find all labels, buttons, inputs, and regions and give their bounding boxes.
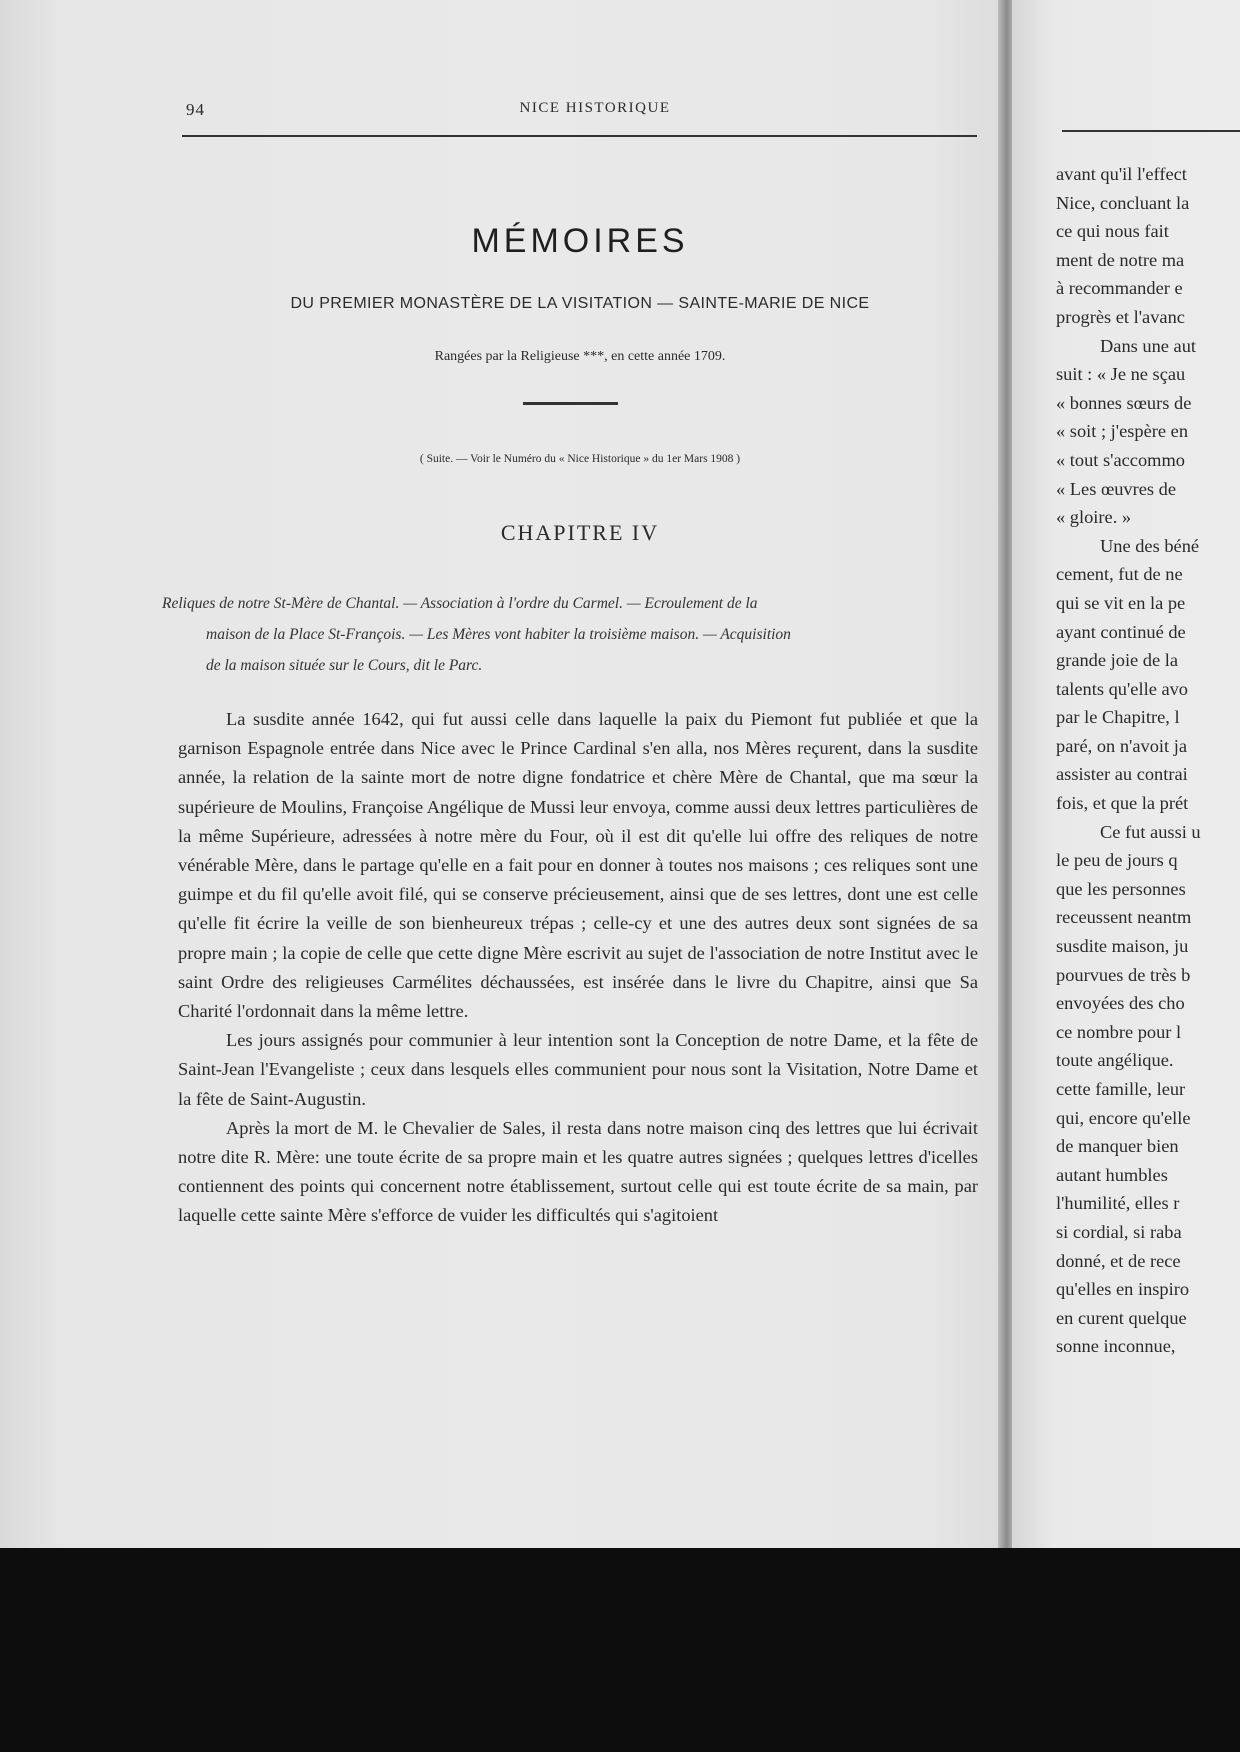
- text-line: talents qu'elle avo: [1056, 678, 1189, 699]
- text-line: « tout s'accommo: [1056, 449, 1185, 470]
- text-line: pourvues de très b: [1056, 964, 1191, 985]
- header-rule: [182, 135, 977, 137]
- text-line: Une des béné: [1100, 535, 1200, 556]
- scanner-background: [0, 1548, 1240, 1752]
- paragraph: La susdite année 1642, qui fut aussi celle dans laquelle la paix du Piemont fut publiée et que la garnison Espagnole entrée dans Nice avec le Prince Cardinal s'en alla, nos Mères reçurent, dans la susdite année, la relation de la sainte mort de notre digne fondatrice et chère Mère de Chantal, que ma sœur la supérieure de Moulins, Françoise Angélique de Mussi leur envoya, comme aussi deux lettres particulières de la même Supérieure, adressées à notre mère du Four, où il est dit qu'elle lui offre des reliques de notre vénérable Mère, dans le partage qu'elle en a fait pour en donner à toutes nos maisons ; ces reliques sont une guimpe et du fil qu'elle avoit filé, qui se conserve précieusement, ainsi que de ses lettres, dont une est celle qu'elle fit écrire la veille de son bienheureux trépas ; celle-cy et une des autres deux sont signées de sa propre main ; la copie de celle que cette digne Mère escrivit au sujet de l'association de notre Institut avec le saint Ordre des religieuses Carmélites déchaussées, est insérée dans le livre du Chapitre, ainsi que Sa Charité l'ordonnait dans la même lettre.: [178, 709, 978, 1022]
- arranged-by-line: Rangées par la Religieuse ***, en cette année 1709.: [434, 349, 726, 364]
- text-line: avant qu'il l'effect: [1056, 164, 1187, 184]
- text-line: fois, et que la prét: [1056, 793, 1189, 814]
- text-line: receussent neantm: [1056, 907, 1192, 928]
- continuation-note: ( Suite. — Voir le Numéro du « Nice Historique » du 1er Mars 1908 ): [419, 453, 741, 465]
- right-page: [1012, 0, 1240, 1548]
- paragraph: Après la mort de M. le Chevalier de Sales, il resta dans notre maison cinq des lettres que lui écrivait notre dite R. Mère: une toute écrite de sa propre main et les quatre autres signées ; quelques lettres d'icelles contiennent des points qui concernent notre établissement, surtout celle qui est toute écrite de sa main, par laquelle cette sainte Mère s'efforce de vuider les difficultés qui s'agitoient: [178, 1117, 978, 1226]
- article-title: MÉMOIRES: [471, 222, 689, 260]
- body-text: [178, 705, 978, 1231]
- page-number: 94: [186, 100, 205, 119]
- running-title: NICE HISTORIQUE: [519, 100, 671, 116]
- text-line: « Les œuvres de: [1056, 478, 1177, 499]
- section-divider: [523, 402, 618, 405]
- paragraph: Les jours assignés pour communier à leur intention sont la Conception de notre Dame, et la fête de Saint-Jean l'Evangeliste ; ceux dans lesquels elles communient pour nous sont la Visitation, Notre Dame et la fête de Saint-Augustin.: [178, 1030, 978, 1109]
- text-line: ce nombre pour l: [1056, 1021, 1182, 1042]
- text-line: susdite maison, ju: [1056, 936, 1189, 957]
- article-subtitle: DU PREMIER MONASTÈRE DE LA VISITATION — SAINTE-MARIE DE NICE: [290, 295, 870, 312]
- text-line: « bonnes sœurs de: [1056, 392, 1192, 413]
- text-line: Ce fut aussi u: [1100, 821, 1201, 842]
- header-rule: [1062, 130, 1240, 132]
- text-line: Nice, concluant la: [1056, 192, 1190, 213]
- text-line: sonne inconnue,: [1056, 1336, 1176, 1357]
- summary-line: de la maison située sur le Cours, dit le Parc.: [206, 657, 483, 674]
- text-line: assister au contrai: [1056, 764, 1188, 785]
- text-line: si cordial, si raba: [1056, 1221, 1182, 1242]
- summary-line: Reliques de notre St-Mère de Chantal. — Association à l'ordre du Carmel. — Ecroulement de la: [162, 595, 758, 612]
- text-line: à recommander e: [1056, 278, 1183, 299]
- text-line: qu'elles en inspiro: [1056, 1279, 1190, 1300]
- text-line: autant humbles: [1056, 1164, 1168, 1185]
- text-line: que les personnes: [1056, 878, 1186, 899]
- text-line: ce qui nous fait: [1056, 221, 1169, 242]
- text-line: ayant continué de: [1056, 621, 1186, 642]
- text-line: cement, fut de ne: [1056, 564, 1183, 585]
- text-line: « gloire. »: [1056, 507, 1132, 528]
- text-line: donné, et de rece: [1056, 1250, 1181, 1271]
- chapter-summary: [162, 588, 980, 681]
- text-line: par le Chapitre, l: [1056, 707, 1180, 728]
- text-line: suit : « Je ne sçau: [1056, 364, 1186, 385]
- chapter-heading: CHAPITRE IV: [500, 520, 660, 545]
- text-line: de manquer bien: [1056, 1136, 1179, 1157]
- text-line: envoyées des cho: [1056, 993, 1185, 1014]
- text-line: le peu de jours q: [1056, 850, 1178, 871]
- text-line: cette famille, leur: [1056, 1079, 1186, 1099]
- summary-line: maison de la Place St-François. — Les Mères vont habiter la troisième maison. — Acquisition: [206, 626, 791, 643]
- text-line: grande joie de la: [1056, 650, 1179, 671]
- text-line: qui se vit en la pe: [1056, 592, 1186, 613]
- text-line: « soit ; j'espère en: [1056, 421, 1189, 442]
- text-line: l'humilité, elles r: [1056, 1193, 1180, 1214]
- text-line: qui, encore qu'elle: [1056, 1107, 1191, 1128]
- text-line: paré, on n'avoit ja: [1056, 735, 1187, 756]
- text-line: Dans une aut: [1100, 335, 1197, 356]
- text-line: toute angélique.: [1056, 1050, 1174, 1071]
- text-line: ment de notre ma: [1056, 249, 1185, 270]
- text-line: en curent quelque: [1056, 1307, 1187, 1328]
- right-page-text: [1056, 160, 1240, 1361]
- text-line: progrès et l'avanc: [1056, 306, 1185, 327]
